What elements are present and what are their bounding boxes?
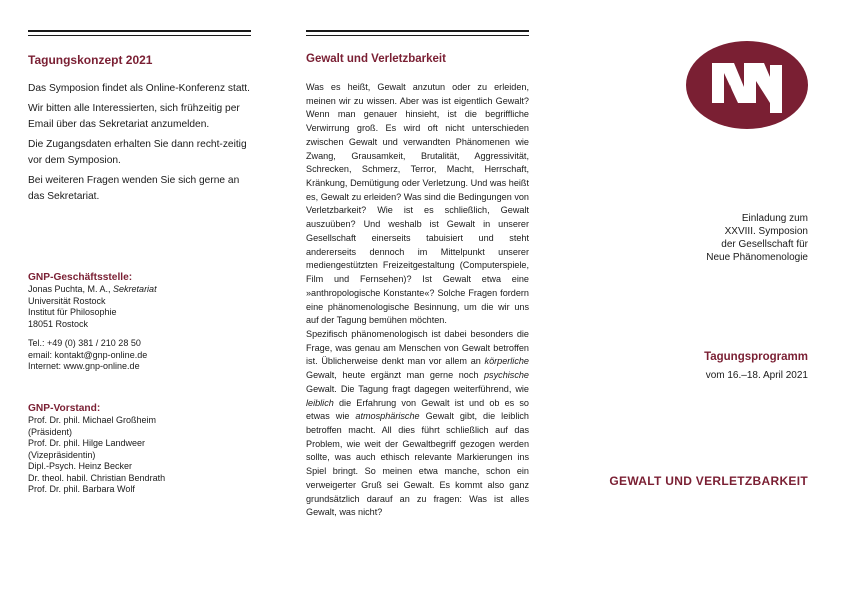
invitation-line: der Gesellschaft für: [721, 239, 808, 250]
text-run: Spezifisch phänomenologisch ist dabei besonders die Frage, was genau am Menschen von Gewalt betroffen ist. Üblicherweise denkt man vor allem an: [306, 328, 529, 367]
text-run: Gewalt gibt, die leiblich betroffen macht. All dies führt schließlich auf das Problem, wie weit der Gewaltbegriff gezogen werden sollte, was auch ethisch relevante Markierungen ins Spiel bringt. So meinen etwa manche, schon ein verweigerter Gruß sei Gewalt. Es kommt also ganz grundsätzlich darauf an zu fragen: Was ist alles Gewalt, was nicht?: [306, 411, 529, 518]
topic-paragraph-1: Was es heißt, Gewalt anzutun oder zu erleiden, meinen wir zu wissen. Aber was ist eigentlich Gewalt? Wenn man genauer hinsieht, ist die begriffliche Verwirrung groß. Es wird oft nicht unterschieden zwischen Gewalt und verwandten Phänomenen wie Zwang, Grausamkeit, Brutalität, Aggressivität, Schrecken, Schmerz, Terror, Macht, Herrschaft, Kränkung, Demütigung oder Verletzung. Und was heißt es, Gewalt zu erleiden? Was sind die Bedingungen von Verletzbarkeit? Wie ist es schließlich, Gewalt auszuüben? Und weshalb ist Gewalt in unserer Gesellschaft einerseits tabuisiert und steht andererseits dennoch im Mittelpunkt unserer mediengestützten Freizeitgestaltung (Computerspiele, Film und Fernsehen)? Ist Gewalt etwa eine »anthropologische Konstante«? Solche Fragen fordern eine phänomenologische Besinnung, um die wir uns auf der Tagung bemühen möchten.: [306, 82, 529, 326]
italic-run: psychische: [484, 370, 529, 381]
office-website[interactable]: Internet: www.gnp-online.de: [28, 361, 140, 371]
board-member-line: Prof. Dr. phil. Michael Großheim: [28, 415, 157, 425]
topic-heading: Gewalt und Verletzbarkeit: [306, 53, 446, 65]
board-heading: GNP-Vorstand:: [28, 403, 101, 414]
topic-body: [306, 81, 529, 520]
board-member-line: (Vizepräsidentin): [28, 449, 96, 460]
program-title: Tagungsprogramm: [704, 351, 808, 363]
office-address-line: Institut für Philosophie: [28, 307, 117, 317]
concept-heading: Tagungskonzept 2021: [28, 53, 153, 67]
topic-paragraph-2: [306, 328, 529, 520]
text-run: die Erfahrung von Gewalt ist und ob es so etwas wie: [306, 397, 529, 422]
board-member-line: Dr. theol. habil. Christian Bendrath: [28, 472, 166, 483]
italic-run: atmosphärische: [355, 411, 420, 422]
office-heading: GNP-Geschäftsstelle:: [28, 272, 133, 283]
gnp-logo-icon: [686, 41, 808, 129]
office-address-line: Universität Rostock: [28, 295, 106, 306]
office-phone: Tel.: +49 (0) 381 / 210 28 50: [28, 338, 141, 348]
text-run: Gewalt. Die Tagung fragt dagegen weiterführend, wie: [306, 383, 529, 394]
italic-run: leiblich: [306, 397, 334, 408]
conference-title: GEWALT UND VERLETZBARKEIT: [609, 474, 808, 488]
office-address-line: 18051 Rostock: [28, 318, 89, 329]
board-member-line: Dipl.-Psych. Heinz Becker: [28, 461, 133, 471]
board-member-line: Prof. Dr. phil. Hilge Landweer: [28, 438, 146, 448]
invitation-text: [588, 212, 808, 264]
program-date: vom 16.–18. April 2021: [705, 370, 808, 381]
concept-paragraph: Die Zugangsdaten erhalten Sie dann recht-zeitig vor dem Symposion.: [28, 139, 247, 166]
double-rule-bottom: [28, 35, 251, 36]
double-rule-top: [306, 30, 529, 32]
board-member-line: (Präsident): [28, 426, 73, 437]
office-contact: [28, 271, 251, 373]
double-rule-top: [28, 30, 251, 32]
office-email[interactable]: email: kontakt@gnp-online.de: [28, 349, 148, 360]
text-run: Gewalt, heute ergänzt man gerne noch: [306, 370, 484, 381]
concept-body: [28, 81, 251, 209]
italic-run: körperliche: [484, 356, 529, 367]
invitation-line: Neue Phänomenologie: [706, 252, 808, 263]
concept-paragraph: Das Symposion findet als Online-Konferenz statt.: [28, 83, 250, 94]
double-rule-bottom: [306, 35, 529, 36]
invitation-line: XXVIII. Symposion: [724, 226, 808, 237]
board-list: [28, 402, 251, 496]
office-role: Sekretariat: [113, 284, 157, 294]
invitation-line: Einladung zum: [741, 213, 808, 224]
concept-paragraph: Wir bitten alle Interessierten, sich frühzeitig per Email über das Sekretariat anzumelden.: [28, 103, 240, 130]
office-name-line: [28, 284, 251, 296]
board-member-line: Prof. Dr. phil. Barbara Wolf: [28, 484, 135, 494]
office-name: Jonas Puchta, M. A.,: [28, 284, 114, 294]
concept-paragraph: Bei weiteren Fragen wenden Sie sich gerne an das Sekretariat.: [28, 175, 240, 202]
